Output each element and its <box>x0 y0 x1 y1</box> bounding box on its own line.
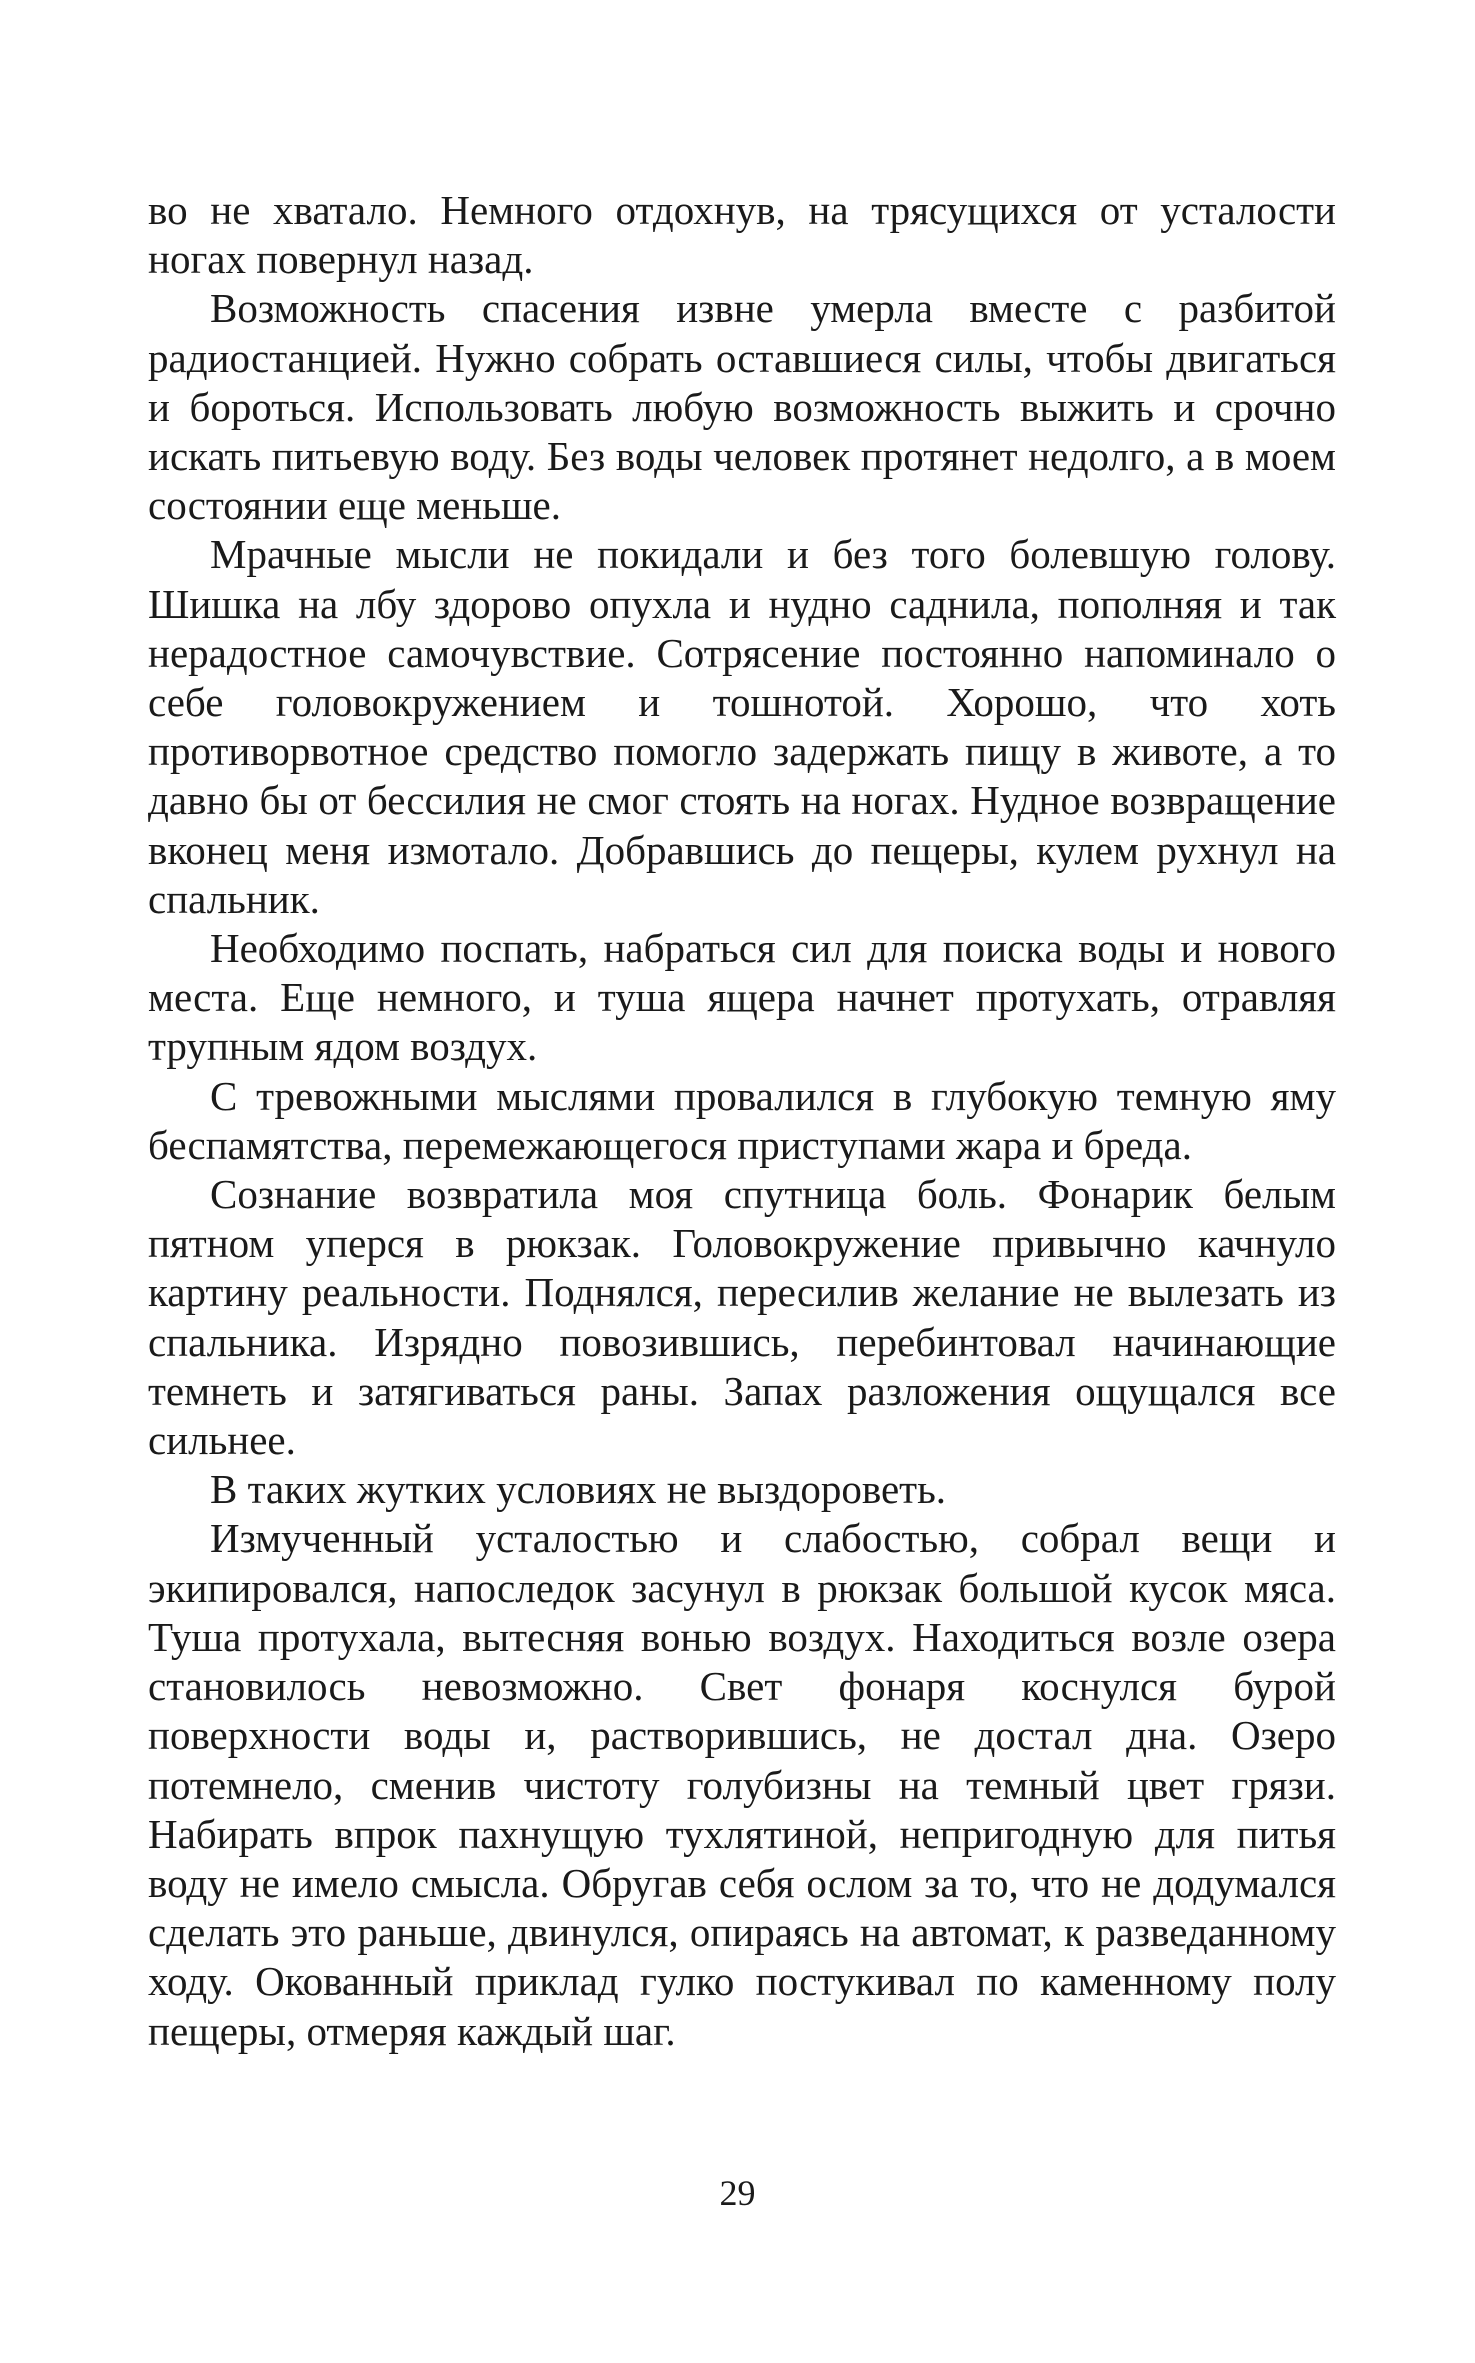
paragraph: Измученный усталостью и слабостью, собрал вещи и экипировался, напоследок засунул в рюкзак большой кусок мяса. Туша протухала, вытесняя вонью воздух. Находиться возле озера становилось невозможно. Свет фонаря коснулся бурой поверхности воды и, растворившись, не достал дна. Озеро потемнело, сменив чистоту голубизны на темный цвет грязи. Набирать впрок пахнущую тухлятиной, непригодную для питья воду не имело смысла. Обругав себя ослом за то, что не додумался сделать это раньше, двинулся, опираясь на автомат, к разведанному ходу. Окованный приклад гулко постукивал по каменному полу пещеры, отмеряя каждый шаг. <box>148 1515 1336 2054</box>
paragraph: Мрачные мысли не покидали и без того болевшую голову. Шишка на лбу здорово опухла и нудно саднила, пополняя и так нерадостное самочувствие. Сотрясение постоянно напоминало о себе головокружением и тошнотой. Хорошо, что хоть противорвотное средство помогло задержать пищу в животе, а то давно бы от бессилия не смог стоять на ногах. Нудное возвращение вконец меня измотало. Добравшись до пещеры, кулем рухнул на спальник. <box>148 531 1336 922</box>
page-number: 29 <box>719 2173 756 2213</box>
paragraph-continuation: во не хватало. Немного отдохнув, на трясущихся от усталости ногах повернул назад. <box>148 187 1336 283</box>
page-body <box>148 186 1336 2056</box>
paragraph: Возможность спасения извне умерла вместе с разбитой радиостанцией. Нужно собрать оставшиеся силы, чтобы двигаться и бороться. Использовать любую возможность выжить и срочно искать питьевую воду. Без воды человек протянет недолго, а в моем состоянии еще меньше. <box>148 285 1336 529</box>
paragraph: В таких жутких условиях не выздороветь. <box>210 1466 947 1513</box>
paragraph: Необходимо поспать, набраться сил для поиска воды и нового места. Еще немного, и туша ящера начнет протухать, отравляя трупным ядом воздух. <box>148 925 1336 1070</box>
paragraph: С тревожными мыслями провалился в глубокую темную яму беспамятства, перемежающегося приступами жара и бреда. <box>148 1072 1336 1168</box>
paragraph: Сознание возвратила моя спутница боль. Фонарик белым пятном уперся в рюкзак. Головокружение привычно качнуло картину реальности. Поднялся, пересилив желание не вылезать из спальника. Изрядно повозившись, перебинтовал начинающие темнеть и затягиваться раны. Запах разложения ощущался все сильнее. <box>148 1171 1336 1464</box>
